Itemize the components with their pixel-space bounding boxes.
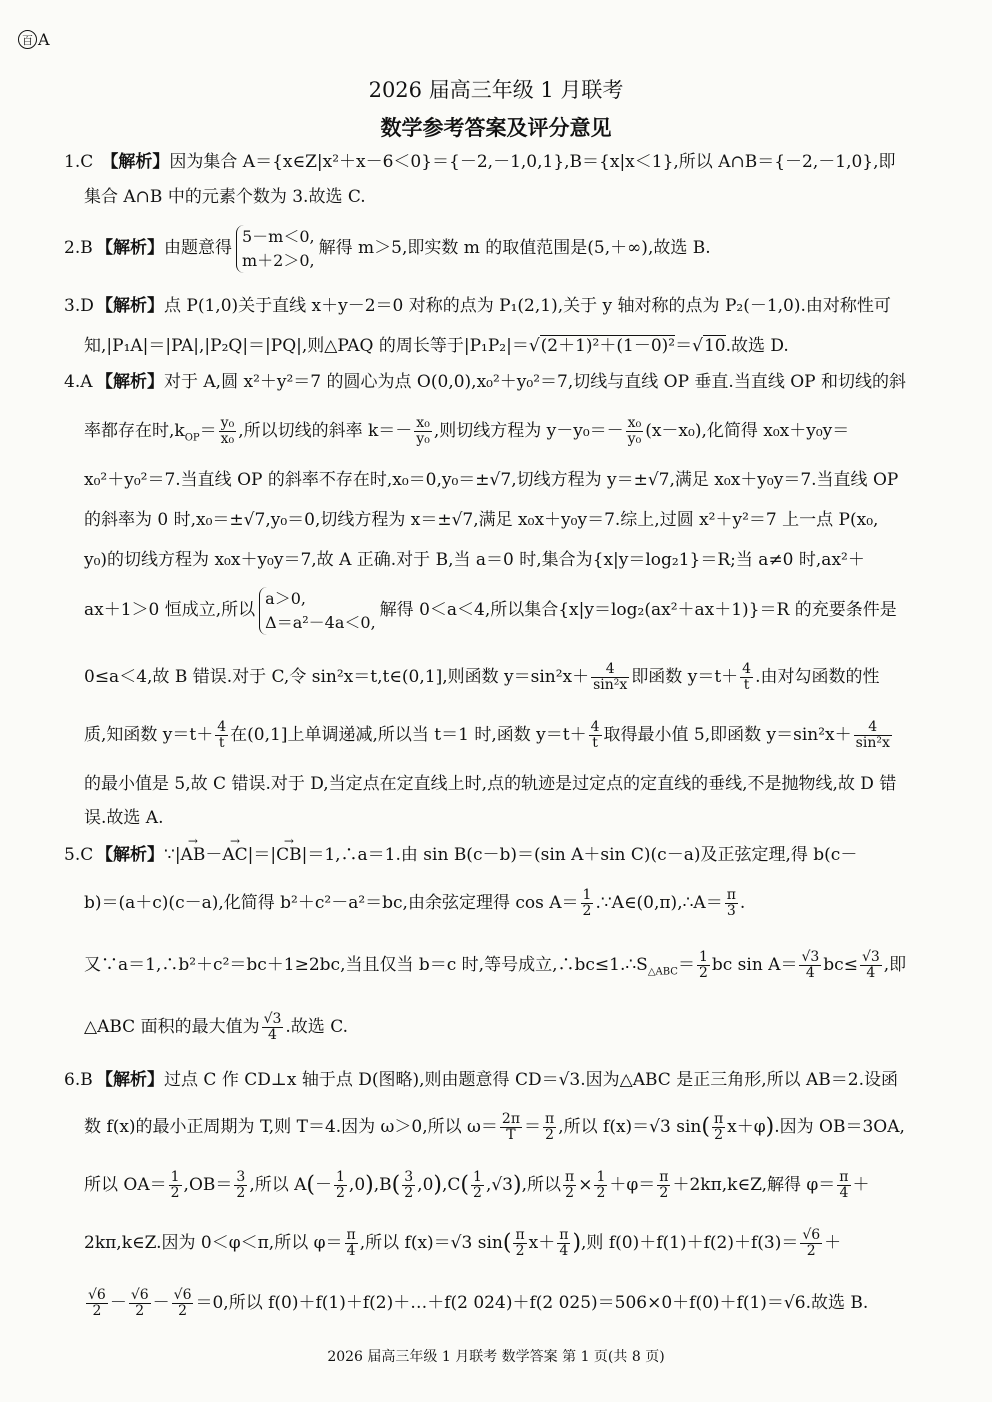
q5-frac-3 [697, 950, 710, 981]
q5-f6d: 4 [268, 1027, 277, 1043]
q4-frac-6 [215, 720, 228, 751]
q6-f16n: √6 [802, 1227, 821, 1243]
q5-l1b: － [205, 845, 223, 865]
q4-l2a: 率都存在时,k [84, 421, 185, 441]
q4-f2n: x₀ [414, 416, 432, 432]
q6-f13d: 4 [346, 1243, 356, 1259]
q6-text: 过点 C 作 CD⊥x 轴于点 D(图略),则由题意得 CD＝√3.因为△ABC 是正三角形,所以 AB＝2.设函 [164, 1070, 898, 1090]
q2-system [236, 225, 315, 273]
q6-frac-15 [557, 1228, 570, 1259]
q6-number: 6.B [64, 1070, 93, 1090]
q4-tag: 【解析】 [96, 372, 164, 392]
q5-l1c: |＝| [247, 845, 277, 865]
q6-f12n: π [839, 1169, 849, 1185]
q6-l5c: ＝0,所以 f(0)＋f(1)＋f(2)＋…＋f(2 024)＋f(2 025)＝506×0＋f(0)＋f(1)＝√6.故选 B. [195, 1293, 869, 1313]
q4-f4d: sin²x [593, 677, 628, 693]
q4-frac-3 [626, 416, 644, 447]
q6-l3g: ,√3 [485, 1175, 513, 1195]
q3-number: 3.D [64, 296, 94, 316]
q6-f15n: π [559, 1227, 569, 1243]
q6-frac-8 [471, 1170, 484, 1201]
q4-number: 4.A [64, 372, 93, 392]
page-title: 2026 届高三年级 1 月联考 [368, 78, 624, 102]
q6-l3d: ,0 [348, 1175, 366, 1195]
q4-line-7 [84, 662, 932, 693]
q5-l3sub: △ABC [647, 966, 678, 978]
q6-frac-19 [172, 1288, 194, 1319]
q6-frac-12 [837, 1170, 850, 1201]
q2-line [64, 224, 932, 273]
q6-f11n: π [659, 1169, 669, 1185]
q4-line-1 [64, 370, 932, 394]
q5-l3d: bc≤ [823, 955, 858, 975]
q1-line-2: 集合 A∩B 中的元素个数为 3.故选 C. [84, 187, 366, 207]
q6-f11d: 2 [659, 1185, 669, 1201]
q5-l3a: 又∵a＝1,∴b²＋c²＝bc＋1≥2bc,当且仅当 b＝c 时,等号成立,∴bc≤1.∴S [84, 955, 648, 975]
q6-f4n: 1 [170, 1169, 180, 1185]
q6-f14d: 2 [515, 1243, 525, 1259]
q5-line-4 [84, 1012, 932, 1043]
q4-line-9: 的最小值是 5,故 C 错误.对于 D,当定点在定直线上时,点的轨迹是过定点的定直线的垂线,不是抛物线,故 D 错 [84, 774, 897, 794]
q4-f3d: y₀ [627, 431, 642, 447]
q5-f3d: 2 [698, 965, 708, 981]
q6-l3l: ＋ [852, 1175, 870, 1195]
q5-tag: 【解析】 [96, 845, 164, 865]
logo-letter: A [38, 30, 50, 49]
q6-l5b: － [152, 1293, 170, 1313]
q6-frac-13 [345, 1228, 358, 1259]
q4-f5n: 4 [742, 661, 752, 677]
q6-f1d: T [506, 1127, 516, 1143]
q6-f7d: 2 [404, 1185, 414, 1201]
q5-f3n: 1 [698, 949, 708, 965]
q6-f8d: 2 [473, 1185, 482, 1201]
q6-l3k: ＋2kπ,k∈Z,解得 φ＝ [672, 1175, 836, 1195]
q6-frac-16 [800, 1228, 822, 1259]
q5-vector-ac: → AC [222, 843, 247, 867]
q6-f3d: 2 [714, 1127, 724, 1143]
q6-frac-1 [500, 1112, 522, 1143]
q5-f5d: 4 [866, 965, 876, 981]
q5-line-2 [84, 888, 932, 919]
q6-l3b: ,OB＝ [183, 1175, 233, 1195]
q5-l4a: △ABC 面积的最大值为 [84, 1017, 260, 1037]
q6-f18d: 2 [135, 1303, 145, 1319]
q6-frac-17 [86, 1288, 108, 1319]
brand-logo [18, 30, 50, 49]
q6-frac-9 [563, 1170, 576, 1201]
q6-f5n: 3 [236, 1169, 246, 1185]
q6-l2e: .因为 OB＝3OA, [774, 1117, 905, 1137]
q3-l2c: ＝√ [675, 336, 703, 356]
q4-f1n: y₀ [220, 415, 235, 431]
q4-l2sub: OP [184, 432, 200, 444]
q4-line-10: 误.故选 A. [84, 808, 164, 828]
q4-l6a: ax＋1＞0 恒成立,所以 [84, 600, 256, 620]
q6-f16d: 2 [806, 1243, 816, 1259]
q4-line-5: y₀)的切线方程为 x₀x＋y₀y＝7,故 A 正确.对于 B,当 a＝0 时,集合为{x|y＝log₂1}＝R;当 a≠0 时,ax²＋ [84, 550, 865, 570]
q6-line-4: 2kπ,k∈Z.因为 0＜φ＜π,所以 φ＝ $\frac{\pi}{4}$ ,所以 f(x)＝√3 sin( $\frac{\pi}{2}$ x＋ $\frac{\pi}{4}$ ),则 f(0)＋f(1)＋f(2)＋f(3)＝ $\frac{√6}{2}$ ＋ [84, 1227, 842, 1259]
q5-l1a: ∵| [164, 845, 181, 865]
q5-frac-1 [581, 888, 594, 919]
q4-frac-7 [589, 720, 602, 751]
q2-tag: 【解析】 [96, 238, 164, 258]
q6-l2b: ＝ [524, 1117, 542, 1137]
q5-l3b: ＝ [677, 955, 695, 975]
q6-l3h: ,所以 [521, 1175, 561, 1195]
q5-f6n: √3 [263, 1011, 282, 1027]
q6-line-5 [84, 1288, 932, 1319]
q4-l2c: ,所以切线的斜率 k＝－ [238, 421, 413, 441]
q4-f5d: t [743, 677, 750, 693]
q5-vector-cb: → CB [276, 843, 302, 867]
q6-f15d: 4 [559, 1243, 569, 1259]
q6-f7n: 3 [404, 1169, 414, 1185]
q4-f7d: t [592, 735, 598, 751]
q6-frac-6 [334, 1170, 347, 1201]
q6-frac-10 [594, 1170, 607, 1201]
q5-l2c: . [739, 893, 746, 913]
q4-line-3: x₀²＋y₀²＝7.当直线 OP 的斜率不存在时,x₀＝0,y₀＝±√7,切线方程为 y＝±√7,满足 x₀x＋y₀y＝7.当直线 OP [84, 470, 899, 490]
q6-f5d: 2 [236, 1185, 246, 1201]
q4-line-6 [84, 586, 932, 635]
q3-line-1 [64, 294, 932, 318]
q6-f9d: 2 [565, 1185, 575, 1201]
q3-text: 点 P(1,0)关于直线 x＋y－2＝0 对称的点为 P₁(2,1),关于 y 轴对称的点为 P₂(－1,0).由对称性可 [164, 296, 891, 316]
q6-l4e: ＋ [824, 1233, 842, 1253]
q4-l7a: 0≤a＜4,故 B 错误.对于 C,令 sin²x＝t,t∈(0,1],则函数 y＝sin²x＋ [84, 667, 590, 687]
q5-l3e: ,即 [883, 955, 907, 975]
q6-line-3: 所以 OA＝ $\frac{1}{2}$ ,OB＝ $\frac{3}{2}$ ,所以 A(－ $\frac{1}{2}$ ,0),B( $\frac{3}{2}$ ,0),C( $\frac{1}{2}$ ,√3),所以 $\frac{\pi}{2}$ × $\frac{1}{2}$ ＋φ＝ $\frac{\pi}{2}$ ＋2kπ,k∈Z,解得 φ＝ $\frac{\pi}{4}$ ＋ [84, 1169, 870, 1201]
q6-f6n: 1 [336, 1169, 345, 1185]
q6-l4d: ,则 f(0)＋f(1)＋f(2)＋f(3)＝ [581, 1233, 799, 1253]
q4-l7b: 即函数 y＝t＋ [631, 667, 739, 687]
q5-line-3 [84, 950, 932, 984]
q3-l2a: 知,|P₁A|＝|PA|,|P₂Q|＝|PQ|,则△PAQ 的周长等于|P₁P₂|＝√ [84, 336, 540, 356]
q4-system [259, 587, 376, 635]
q6-f4d: 2 [170, 1185, 180, 1201]
q3-tag: 【解析】 [96, 296, 164, 316]
q6-f2n: π [545, 1111, 555, 1127]
q5-number: 5.C [64, 845, 94, 865]
q4-frac-2 [414, 416, 432, 447]
q5-frac-5 [860, 950, 882, 981]
q4-eq-1: a＞0, [265, 588, 306, 608]
page-subtitle: 数学参考答案及评分意见 [380, 115, 612, 140]
q4-l2e: (x－x₀),化简得 x₀x＋y₀y＝ [645, 421, 850, 441]
q4-line-4: 的斜率为 0 时,x₀＝±√7,y₀＝0,切线方程为 x＝±√7,满足 x₀x＋y₀y＝7.综上,过圆 x²＋y²＝7 上一点 P(x₀, [84, 510, 879, 530]
q6-l3c: ,所以 A [249, 1175, 307, 1195]
q5-l2a: b)＝(a＋c)(c－a),化简得 b²＋c²－a²＝bc,由余弦定理得 cos A＝ [84, 893, 579, 913]
q6-frac-11 [657, 1170, 670, 1201]
q2-number: 2.B [64, 238, 93, 258]
q4-l2d: ,则切线方程为 y－y₀＝－ [433, 421, 624, 441]
q6-l4c: x＋ [528, 1233, 556, 1253]
q1-line-1 [64, 150, 932, 174]
q6-f17n: √6 [88, 1287, 106, 1303]
q6-f8n: 1 [473, 1169, 482, 1185]
q4-line-8 [84, 720, 932, 751]
q6-f6d: 2 [336, 1185, 345, 1201]
q6-tag: 【解析】 [96, 1070, 164, 1090]
q6-frac-2 [543, 1112, 556, 1143]
q4-f8d: sin²x [855, 735, 890, 751]
q4-frac-4 [591, 662, 629, 693]
q6-f10d: 2 [596, 1185, 606, 1201]
q5-frac-2 [725, 888, 738, 919]
q6-f17d: 2 [92, 1303, 102, 1319]
q4-f6n: 4 [217, 719, 227, 735]
q5-f1d: 2 [582, 903, 592, 919]
q6-l3f: ,C [442, 1175, 461, 1195]
q4-text: 对于 A,圆 x²＋y²＝7 的圆心为点 O(0,0),x₀²＋y₀²＝7,切线与直线 OP 垂直.当直线 OP 和切线的斜 [164, 372, 907, 392]
page-footer: 2026 届高三年级 1 月联考 数学答案 第 1 页(共 8 页) [327, 1349, 665, 1365]
logo-circle-icon: 百 [18, 30, 37, 49]
q5-f2n: π [726, 887, 736, 903]
q6-l5a: － [109, 1293, 127, 1313]
q6-f3n: π [713, 1111, 724, 1127]
q4-frac-8 [854, 720, 892, 751]
q4-l6b: 解得 0＜a＜4,所以集合{x|y＝log₂(ax²＋ax＋1)}＝R 的充要条件是 [379, 600, 897, 620]
q4-f8n: 4 [854, 720, 892, 736]
q6-f12d: 4 [839, 1185, 849, 1201]
q4-l8a: 质,知函数 y＝t＋ [84, 725, 214, 745]
q6-l2d: x＋φ [727, 1117, 766, 1137]
q5-frac-6 [262, 1012, 284, 1043]
q6-f9n: π [565, 1169, 575, 1185]
q6-frac-14 [513, 1228, 526, 1259]
q4-frac-1 [219, 416, 237, 447]
q4-f4n: 4 [591, 662, 629, 678]
q4-eq-2: Δ＝a²－4a＜0, [265, 612, 376, 632]
q6-frac-4 [169, 1170, 182, 1201]
q4-f6d: t [218, 735, 225, 751]
q5-l3c: bc sin A＝ [711, 955, 798, 975]
q5-l4b: .故选 C. [285, 1017, 349, 1037]
q6-frac-5 [234, 1170, 247, 1201]
q4-f3n: x₀ [626, 416, 644, 432]
q5-l2b: .∵A∈(0,π),∴A＝ [595, 893, 723, 913]
q6-l4b: ,所以 f(x)＝√3 sin [359, 1233, 503, 1253]
q6-l2c: ,所以 f(x)＝√3 sin [558, 1117, 702, 1137]
q5-f2d: 3 [726, 903, 736, 919]
q6-frac-18 [129, 1288, 151, 1319]
q5-line-1 [64, 843, 932, 867]
q4-l8c: 取得最小值 5,即函数 y＝sin²x＋ [603, 725, 852, 745]
q5-f1n: 1 [582, 887, 592, 903]
q6-l3i: × [578, 1175, 593, 1195]
q6-f19d: 2 [178, 1303, 188, 1319]
q4-f2d: y₀ [416, 431, 430, 447]
q6-frac-3 [712, 1112, 725, 1143]
q5-l1d: |＝1,∴a＝1.由 sin B(c－b)＝(sin A＋sin C)(c－a)及正弦定理,得 b(c－ [301, 845, 858, 865]
q6-line-2: 数 f(x)的最小正周期为 T,则 T＝4.因为 ω＞0,所以 ω＝ $\frac{2\pi}{T}$ ＝ $\frac{\pi}{2}$ ,所以 f(x)＝√3 sin( $\frac{\pi}{2}$ x＋φ).因为 OB＝3OA, [84, 1111, 905, 1143]
q3-sqrt-b: 10 [703, 336, 726, 356]
q6-frac-7 [402, 1170, 415, 1201]
q6-f18n: √6 [130, 1287, 149, 1303]
q6-l3e: ,B [373, 1175, 392, 1195]
q6-f14n: π [515, 1227, 525, 1243]
q5-f4n: √3 [801, 949, 820, 965]
q6-f2d: 2 [545, 1127, 555, 1143]
q5-vector-ab: → AB [181, 843, 206, 867]
q6-f13n: π [346, 1227, 356, 1243]
q2-text-a: 由题意得 [164, 238, 232, 258]
q6-f19n: √6 [173, 1287, 192, 1303]
q4-l2b: ＝ [199, 421, 217, 441]
q3-sqrt-a: (2＋1)²＋(1－0)² [540, 336, 676, 356]
q2-text-b: 解得 m＞5,即实数 m 的取值范围是(5,＋∞),故选 B. [318, 238, 711, 258]
q6-f10n: 1 [596, 1169, 606, 1185]
q1-tag: 【解析】 [101, 152, 170, 172]
q5-f4d: 4 [805, 965, 815, 981]
q1-number: 1.C [64, 152, 94, 172]
q4-f1d: x₀ [220, 431, 235, 447]
q1-text: 因为集合 A＝{x∈Z|x²＋x－6＜0}＝{－2,－1,0,1},B＝{x|x＜1},所以 A∩B＝{－2,－1,0},即 [169, 152, 896, 172]
q6-l4a: 2kπ,k∈Z.因为 0＜φ＜π,所以 φ＝ [84, 1233, 343, 1253]
q3-line-2 [84, 334, 932, 358]
q4-f7n: 4 [590, 719, 600, 735]
q6-l3a: 所以 OA＝ [84, 1175, 167, 1195]
q6-f1n: 2π [501, 1111, 521, 1127]
q6-l2a: 数 f(x)的最小正周期为 T,则 T＝4.因为 ω＞0,所以 ω＝ [84, 1117, 498, 1137]
q4-l7c: .由对勾函数的性 [755, 667, 880, 687]
q4-frac-5 [740, 662, 753, 693]
q6-l3j: ＋φ＝ [609, 1175, 656, 1195]
q4-l8b: 在(0,1]上单调递减,所以当 t＝1 时,函数 y＝t＋ [230, 725, 587, 745]
q5-frac-4 [799, 950, 821, 981]
q5-f5n: √3 [861, 949, 880, 965]
q4-line-2 [84, 416, 932, 450]
q2-eq-1: 5－m＜0, [242, 226, 315, 246]
q6-line-1 [64, 1068, 932, 1092]
q2-eq-2: m＋2＞0, [242, 250, 315, 270]
q3-l2e: .故选 D. [725, 336, 789, 356]
